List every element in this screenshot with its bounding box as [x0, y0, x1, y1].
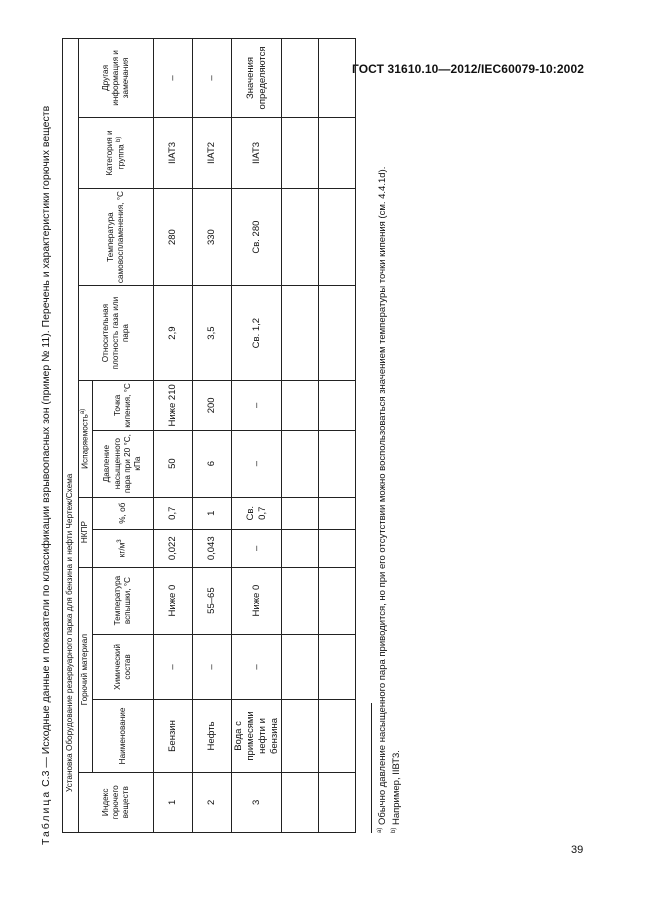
standard-header: ГОСТ 31610.10—2012/IEC60079-10:2002 [352, 62, 584, 76]
cell-kgm3: – [231, 529, 282, 567]
table-notes [376, 167, 405, 833]
header-volatility: Испаряемость$^{а)}$ [79, 381, 93, 497]
header-density: Относительная плотность газа или пара [79, 286, 154, 381]
page-number: 39 [571, 844, 584, 856]
cell-chem: – [153, 634, 192, 700]
cell-chem: – [192, 634, 231, 700]
note-b: $^{b)}$ Например, IIВТ3. [391, 750, 403, 833]
cell-boil: 200 [192, 381, 231, 431]
cell-density: Св. 1,2 [231, 286, 282, 381]
cell-category: IIAT2 [192, 117, 231, 188]
installation-row [63, 39, 79, 833]
cell-flash: Ниже 0 [231, 567, 282, 634]
cell-pressure: – [231, 430, 282, 497]
installation-cell: Установка Оборудование резервуарного парка для бензина и нефти Чертеж/Схема [63, 39, 79, 833]
cell-density: 2,9 [153, 286, 192, 381]
cell-chem: – [231, 634, 282, 700]
hazardous-substances-table [62, 38, 356, 833]
header-material: Горючий материал [79, 567, 93, 772]
cell-name: Вода с примесями нефти и бензина [231, 700, 282, 772]
header-index: Индекс горючего веществ [79, 772, 154, 832]
cell-pressure: 50 [153, 430, 192, 497]
header-chem: Химический состав [92, 634, 153, 700]
table-row [192, 39, 231, 833]
cell-name: Бензин [153, 700, 192, 772]
header-kgm3: $кг/м^3$ [92, 529, 153, 567]
note-a: $^{а)}$ Обычно давление насыщенного пара приводится, но при его отсутствии можно воспользоваться значением температуры точки кипения (см. 4.4.1d). [377, 166, 389, 833]
table-row-empty [319, 39, 356, 833]
cell-boil: Ниже 210 [153, 381, 192, 431]
header-nkpr: НКПР [79, 497, 93, 567]
table-page-content [40, 5, 581, 853]
cell-flash: 55–65 [192, 567, 231, 634]
header-flash: Температура вспышки, °С [92, 567, 153, 634]
cell-kgm3: 0,043 [192, 529, 231, 567]
cell-vol: Св. 0,7 [231, 497, 282, 529]
notes-divider [371, 703, 372, 833]
table-title-text: С.3 — Исходные данные и показатели по классификации взрывоопасных зон (пример № 11). Перечень и характеристики горючих веществ [40, 105, 52, 787]
header-boil: Точка кипения, °С [92, 381, 153, 431]
header-vol-pct: %, об [92, 497, 153, 529]
cell-category: IIAT3 [153, 117, 192, 188]
cell-autoign: 330 [192, 189, 231, 286]
cell-autoign: Св. 280 [231, 189, 282, 286]
cell-autoign: 280 [153, 189, 192, 286]
cell-density: 3,5 [192, 286, 231, 381]
header-autoign: Температура самовоспламенения, °С [79, 189, 154, 286]
header-category: Категория и группа $^{b)}$ [79, 117, 154, 188]
header-name: Наименование [92, 700, 153, 772]
table-row [153, 39, 192, 833]
cell-pressure: 6 [192, 430, 231, 497]
header-other: Другая информация и замечания [79, 39, 154, 118]
cell-vol: 0,7 [153, 497, 192, 529]
cell-index: 1 [153, 772, 192, 832]
cell-name: Нефть [192, 700, 231, 772]
cell-kgm3: 0,022 [153, 529, 192, 567]
table-row-empty [282, 39, 319, 833]
cell-other: Значения определяются [231, 39, 282, 118]
cell-vol: 1 [192, 497, 231, 529]
cell-flash: Ниже 0 [153, 567, 192, 634]
cell-other: – [192, 39, 231, 118]
cell-category: IIAT3 [231, 117, 282, 188]
header-pressure: Давление насыщенного пара при 20 °С, кПа [92, 430, 153, 497]
table-label: Таблица [40, 789, 52, 845]
header-row-1 [79, 39, 93, 833]
cell-index: 2 [192, 772, 231, 832]
table-title [40, 106, 52, 845]
table-row [231, 39, 282, 833]
cell-boil: – [231, 381, 282, 431]
cell-index: 3 [231, 772, 282, 832]
cell-other: – [153, 39, 192, 118]
